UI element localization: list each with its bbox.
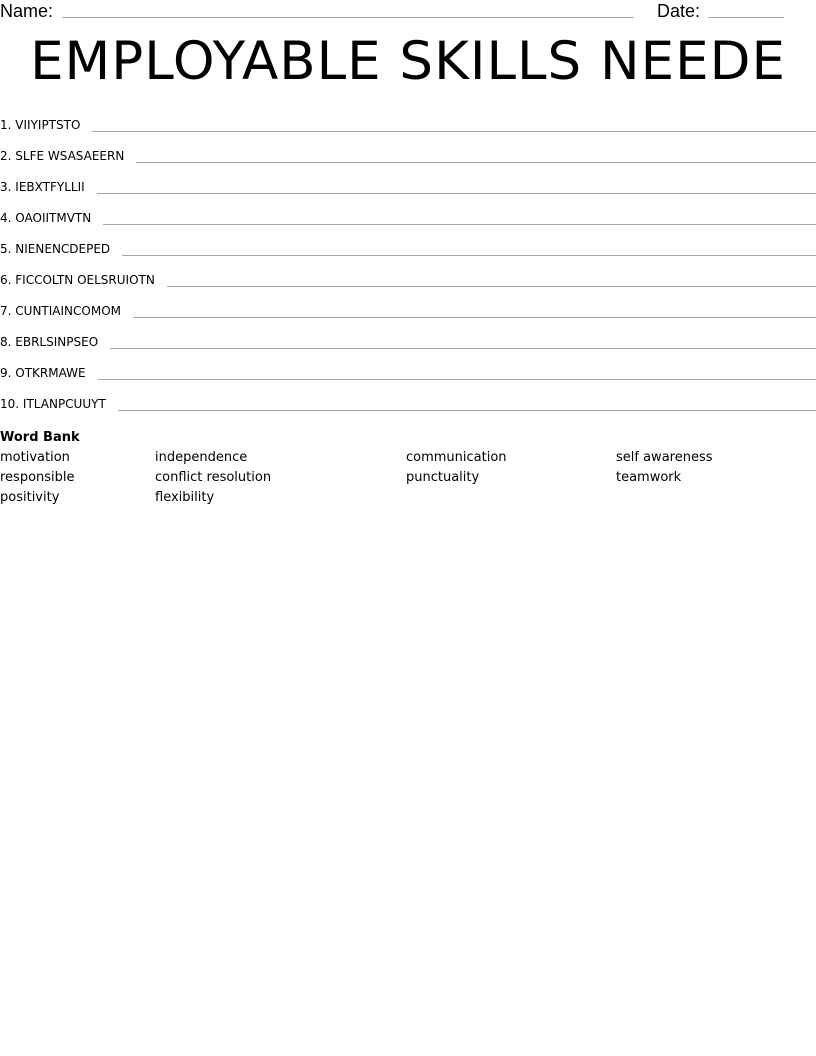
word-bank-item: responsible (0, 470, 75, 485)
word-bank-item: teamwork (616, 470, 682, 485)
question-number: 3. (0, 180, 12, 194)
scrambled-word (0, 271, 167, 289)
word-bank-item: independence (155, 450, 248, 465)
answer-line[interactable] (118, 410, 816, 411)
question-number: 10. (0, 397, 20, 411)
word-bank-item: punctuality (406, 470, 480, 485)
question-row (0, 203, 816, 227)
scrambled-letters: FICCOLTN OELSRUIOTN (15, 273, 155, 287)
answer-line[interactable] (98, 379, 816, 380)
scrambled-word (0, 364, 98, 382)
answer-line[interactable] (97, 193, 816, 194)
scrambled-letters: CUNTIAINCOMOM (15, 304, 121, 318)
worksheet-header (0, 0, 816, 24)
word-bank-item: flexibility (155, 490, 215, 505)
answer-line[interactable] (103, 224, 816, 225)
answer-line[interactable] (92, 131, 816, 132)
scrambled-letters: VIIYIPTSTO (15, 118, 81, 132)
question-number: 1. (0, 118, 12, 132)
date-label: Date: (657, 1, 701, 21)
question-number: 6. (0, 273, 12, 287)
word-bank-title: Word Bank (0, 430, 80, 445)
answer-line[interactable] (136, 162, 816, 163)
answer-line[interactable] (167, 286, 816, 287)
scrambled-word (0, 209, 103, 227)
question-number: 9. (0, 366, 12, 380)
scrambled-word (0, 147, 136, 165)
question-row (0, 358, 816, 382)
question-row (0, 172, 816, 196)
question-number: 2. (0, 149, 12, 163)
question-row (0, 141, 816, 165)
question-row (0, 110, 816, 134)
scrambled-letters: EBRLSINPSEO (15, 335, 99, 349)
scrambled-word (0, 116, 92, 134)
word-bank-item: motivation (0, 450, 70, 465)
date-blank-line (708, 17, 784, 18)
question-number: 5. (0, 242, 12, 256)
scrambled-word (0, 240, 122, 258)
scrambled-word (0, 333, 110, 351)
scrambled-letters: NIENENCDEPED (15, 242, 111, 256)
worksheet-title: EMPLOYABLE SKILLS NEEDE (30, 31, 786, 92)
word-bank-item: communication (406, 450, 507, 465)
scrambled-letters: OTKRMAWE (15, 366, 86, 380)
question-row (0, 389, 816, 413)
name-label: Name: (0, 1, 54, 21)
word-bank-item: self awareness (616, 450, 713, 465)
question-number: 8. (0, 335, 12, 349)
question-row (0, 234, 816, 258)
answer-line[interactable] (133, 317, 816, 318)
word-bank-item: positivity (0, 490, 60, 505)
scrambled-letters: ITLANPCUUYT (22, 397, 106, 411)
question-row (0, 327, 816, 351)
word-bank-item: conflict resolution (155, 470, 272, 485)
question-row (0, 296, 816, 320)
scrambled-letters: IEBXTFYLLII (15, 180, 85, 194)
answer-line[interactable] (110, 348, 816, 349)
question-number: 7. (0, 304, 12, 318)
question-number: 4. (0, 211, 12, 225)
name-blank-line (62, 17, 634, 18)
scrambled-letters: SLFE WSASAEERN (15, 149, 125, 163)
scrambled-word (0, 395, 118, 413)
scrambled-letters: OAOIITMVTN (15, 211, 92, 225)
answer-line[interactable] (122, 255, 816, 256)
scrambled-word (0, 178, 97, 196)
scrambled-word (0, 302, 133, 320)
question-row (0, 265, 816, 289)
